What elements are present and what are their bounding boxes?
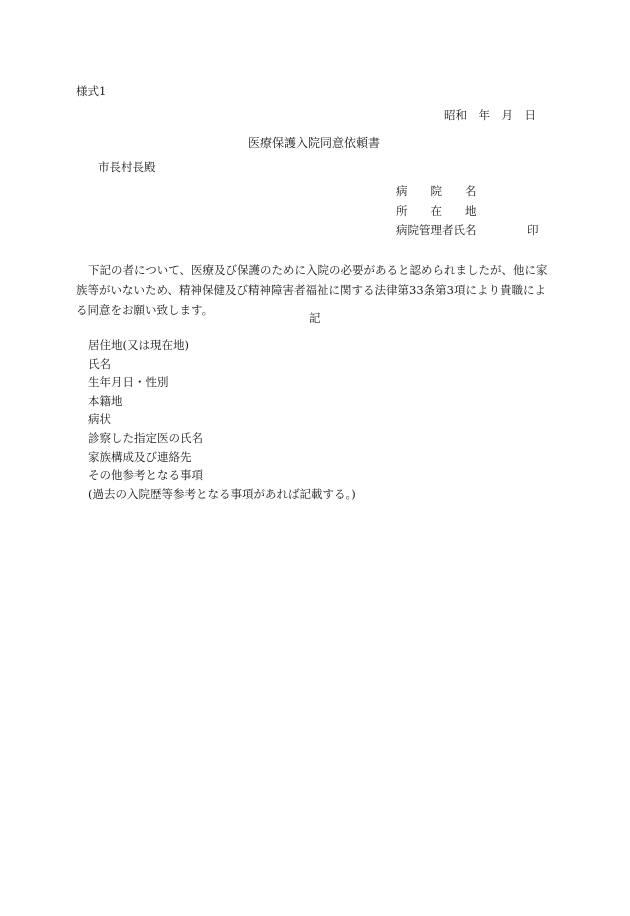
hospital-name-label: 病 院 名 <box>396 184 477 198</box>
items-list <box>76 336 356 503</box>
list-item: 氏名 <box>88 356 111 371</box>
list-item: 居住地(又は現在地) <box>88 338 189 352</box>
document-title: 医療保護入院同意依頼書 <box>248 136 381 150</box>
form-number: 様式1 <box>76 84 107 98</box>
ki-heading: 記 <box>309 311 321 325</box>
list-item: (過去の入院歴等参考となる事項があれば記載する。) <box>88 486 356 501</box>
list-item: 診察した指定医の氏名 <box>88 430 203 445</box>
list-item: 生年月日・性別 <box>88 375 169 390</box>
seal-mark: 印 <box>527 223 539 237</box>
location-label: 所 在 地 <box>396 204 477 218</box>
list-item: 家族構成及び連絡先 <box>88 449 192 464</box>
list-item: 病状 <box>88 412 111 427</box>
administrator-label: 病院管理者氏名 <box>396 223 477 237</box>
request-body-paragraph: 下記の者について、医療及び保護のために入院の必要があると認められましたが、他に家族等がいないため、精神保健及び精神障害者福祉に関する法律第33条第3項により貴職による同意をお願い致します。 <box>76 262 548 317</box>
date-line: 昭和 年 月 日 <box>444 108 536 122</box>
sender-location-row <box>396 205 477 219</box>
list-item: 本籍地 <box>88 393 123 408</box>
addressee: 市長村長殿 <box>98 160 156 174</box>
list-item: その他参考となる事項 <box>88 468 203 483</box>
sender-hospital-name-row <box>396 185 477 199</box>
sender-administrator-row <box>396 224 477 238</box>
